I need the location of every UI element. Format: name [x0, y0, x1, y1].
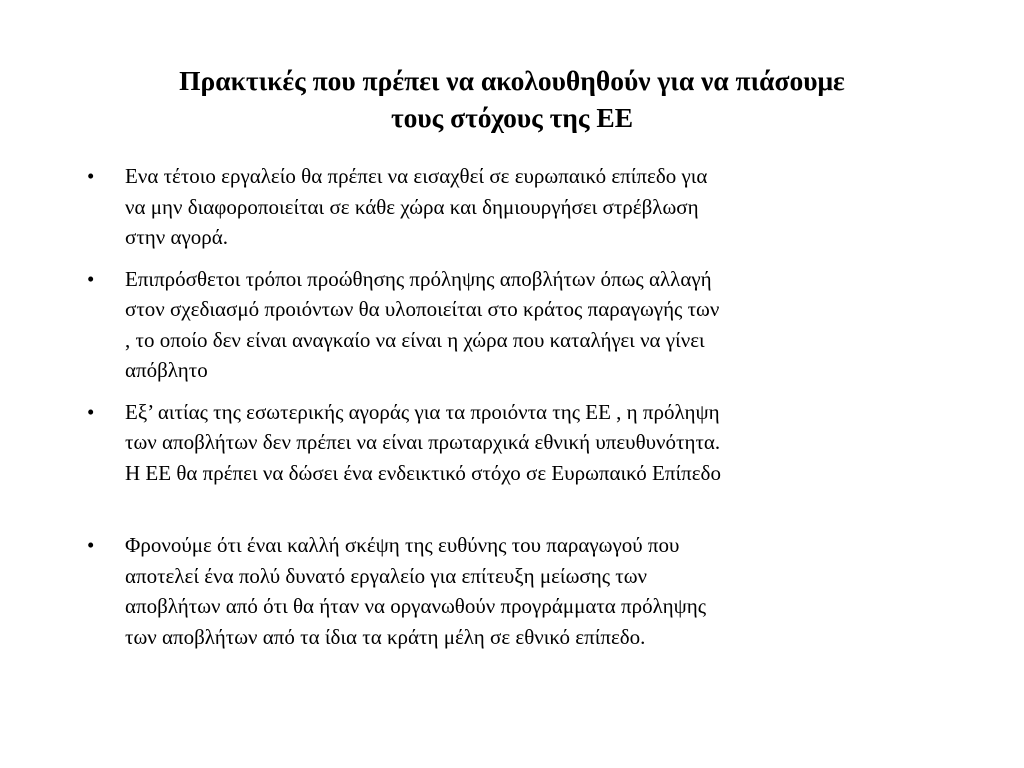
slide-title-line: τους στόχους της ΕΕ: [390, 102, 634, 133]
bullet-text-line: , το οποίο δεν είναι αναγκαίο να είναι η χώρα που καταλήγει να γίνει: [125, 327, 705, 352]
bullet-text-line: των αποβλήτων δεν πρέπει να είναι πρωταρχικά εθνική υπευθυνότητα.: [125, 430, 721, 454]
bullet-text-line: στον σχεδιασμό προιόντων θα υλοποιείται στο κράτος παραγωγής των: [125, 297, 720, 321]
bullet-text-line: Φρονούμε ότι έναι καλλή σκέψη της ευθύνης του παραγωγού που: [125, 533, 680, 557]
bullet-text-line: Επιπρόσθετοι τρόποι προώθησης πρόληψης αποβλήτων όπως αλλαγή: [125, 266, 712, 291]
slide-title-line: Πρακτικές που πρέπει να ακολουθηθούν για να πιάσουμε: [179, 65, 845, 96]
bullet-icon: •: [87, 164, 95, 188]
bullet-text-line: Εξ’ αιτίας της εσωτερικής αγοράς για τα προιόντα της ΕΕ , η πρόληψη: [125, 399, 720, 424]
bullet-item: [87, 397, 947, 489]
bullet-text-line: στην αγορά.: [125, 225, 229, 249]
bullet-text-line: των αποβλήτων από τα ίδια τα κράτη μέλη σε εθνικό επίπεδο.: [125, 624, 646, 649]
bullet-item: [87, 264, 947, 386]
bullet-text-line: αποτελεί ένα πολύ δυνατό εργαλείο για επίτευξη μείωσης των: [125, 563, 648, 588]
bullet-item: [87, 530, 947, 652]
bullet-icon: •: [87, 266, 95, 291]
bullet-text-line: Ενα τέτοιο εργαλείο θα πρέπει να εισαχθεί σε ευρωπαικό επίπεδο για: [125, 164, 708, 188]
bullet-text-line: να μην διαφοροποιείται σε κάθε χώρα και δημιουργήσει στρέβλωση: [125, 194, 699, 219]
bullet-text-line: αποβλήτων από ότι θα ήταν να οργανωθούν προγράμματα πρόληψης: [125, 594, 707, 618]
bullet-list: [87, 161, 947, 663]
bullet-text-line: Η ΕΕ θα πρέπει να δώσει ένα ενδεικτικό στόχο σε Ευρωπαικό Επίπεδο: [125, 460, 721, 485]
slide-title: [60, 62, 964, 136]
bullet-icon: •: [87, 533, 95, 557]
bullet-text-line: απόβλητο: [125, 358, 208, 382]
bullet-item: [87, 161, 947, 253]
bullet-icon: •: [87, 399, 95, 424]
